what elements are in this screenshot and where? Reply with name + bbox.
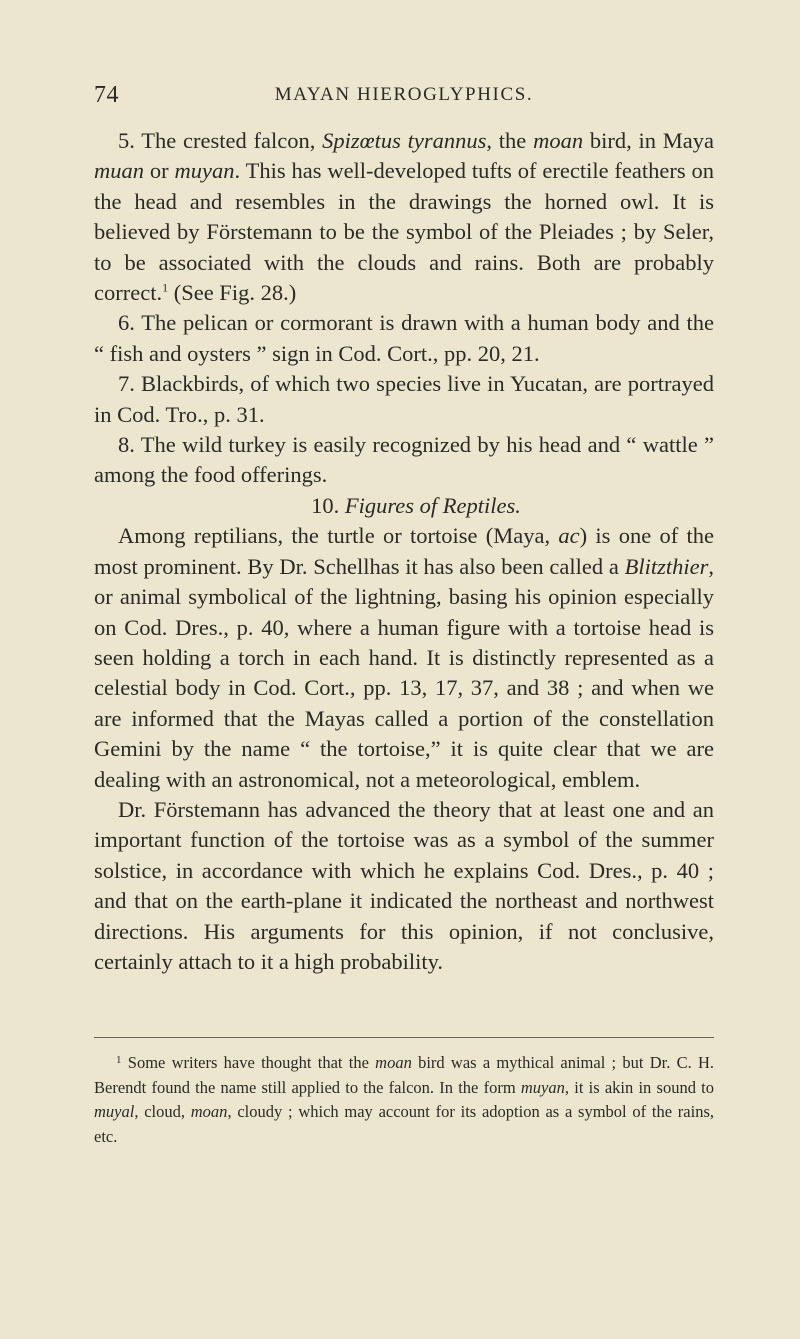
term-muyan: muyan (520, 1077, 565, 1097)
term-muyan: muyan (174, 158, 235, 184)
paragraph-text: ) is one of the most prominent. By Dr. Schellhas it has also been called a (94, 523, 715, 579)
footnote-segment: , cloudy ; which may account for its adoption as a symbol of the rains, etc. (94, 1102, 715, 1146)
footnote-divider (94, 1037, 714, 1038)
section-title: Figures of Reptiles. (344, 492, 521, 518)
footnote-text (94, 1048, 714, 1149)
footnote-segment: , it is akin in sound to (564, 1077, 714, 1097)
paragraph-text: , the (486, 128, 527, 153)
paragraph-pelican: 6. The pelican or cormorant is drawn with a human body and the “ fish and oysters ” sign in Cod. Cort., pp. 20, 21. (94, 310, 714, 366)
page-number: 74 (94, 82, 119, 108)
taxon-name: Spizœtus tyrannus (322, 128, 487, 153)
footnote-reference[interactable]: 1 (162, 280, 169, 295)
section-number: 10. (311, 492, 340, 518)
paragraph-text: , or animal symbolical of the lightning, basing his opinion especially on Cod. Dres., p. 40, where a human figure with a tortoise head is seen holding a torch in each hand. It is distinctly represented as a celestial body in Cod. Cort., pp. 13, 17, 37, and 38 ; and when we are informed that the Mayas called a portion of the constellation Gemini by the name “ the tortoise,” it is quite clear that we are dealing with an astronomical, not a meteorological, emblem. (94, 553, 714, 792)
footnote-mark: 1 (116, 1054, 122, 1066)
paragraph-text: Among reptilians, the turtle or tortoise (Maya, (118, 523, 551, 549)
paragraph-wild-turkey: 8. The wild turkey is easily recognized by his head and “ wattle ” among the food offerings. (94, 432, 714, 488)
body-text (94, 126, 714, 977)
paragraph-text: . This has well-developed tufts of erectile feathers on the head and resembles in the drawings the horned owl. It is believed by Förstemann to be the symbol of the Pleiades ; by Seler, to be associated with the clouds and rains. Both are probably correct. (94, 158, 715, 306)
term-blitzthier: Blitzthier (624, 553, 709, 579)
section-heading (94, 491, 714, 521)
paragraph-crested-falcon (94, 126, 714, 308)
term-muan: muan (94, 158, 144, 184)
term-muyal: muyal (94, 1102, 135, 1121)
footnote-segment: Some writers have thought that the (127, 1053, 369, 1072)
page-header (94, 82, 714, 112)
term-moan: moan (375, 1053, 412, 1072)
running-head: MAYAN HIEROGLYPHICS. (274, 84, 534, 105)
term-moan: moan (190, 1102, 228, 1121)
paragraph-text: bird, in Maya (583, 128, 714, 153)
paragraph-text: (See Fig. 28.) (168, 280, 297, 306)
paragraph-text: or (144, 158, 169, 184)
paragraph-turtle (94, 521, 714, 795)
paragraph-text: 5. The crested falcon, (118, 128, 316, 153)
term-moan: moan (533, 128, 584, 153)
paragraph-solstice: Dr. Förstemann has advanced the theory that at least one and an important function of the tortoise was as a symbol of the summer solstice, in accordance with which he explains Cod. Dres., p. 40 ; and that on the earth-plane it indicated the northeast and northwest directions. His arguments for this opinion, if not conclusive, certainly attach to it a high probability. (94, 796, 714, 974)
footnote-segment: bird was a mythical animal ; but Dr. C. H. Berendt found the name still applied to the falcon. In the form (94, 1053, 715, 1097)
footnote (94, 1048, 714, 1149)
footnote-segment: , cloud, (134, 1102, 185, 1121)
paragraph-blackbirds: 7. Blackbirds, of which two species live in Yucatan, are portrayed in Cod. Tro., p. 31. (94, 371, 714, 427)
term-ac: ac (558, 523, 580, 549)
